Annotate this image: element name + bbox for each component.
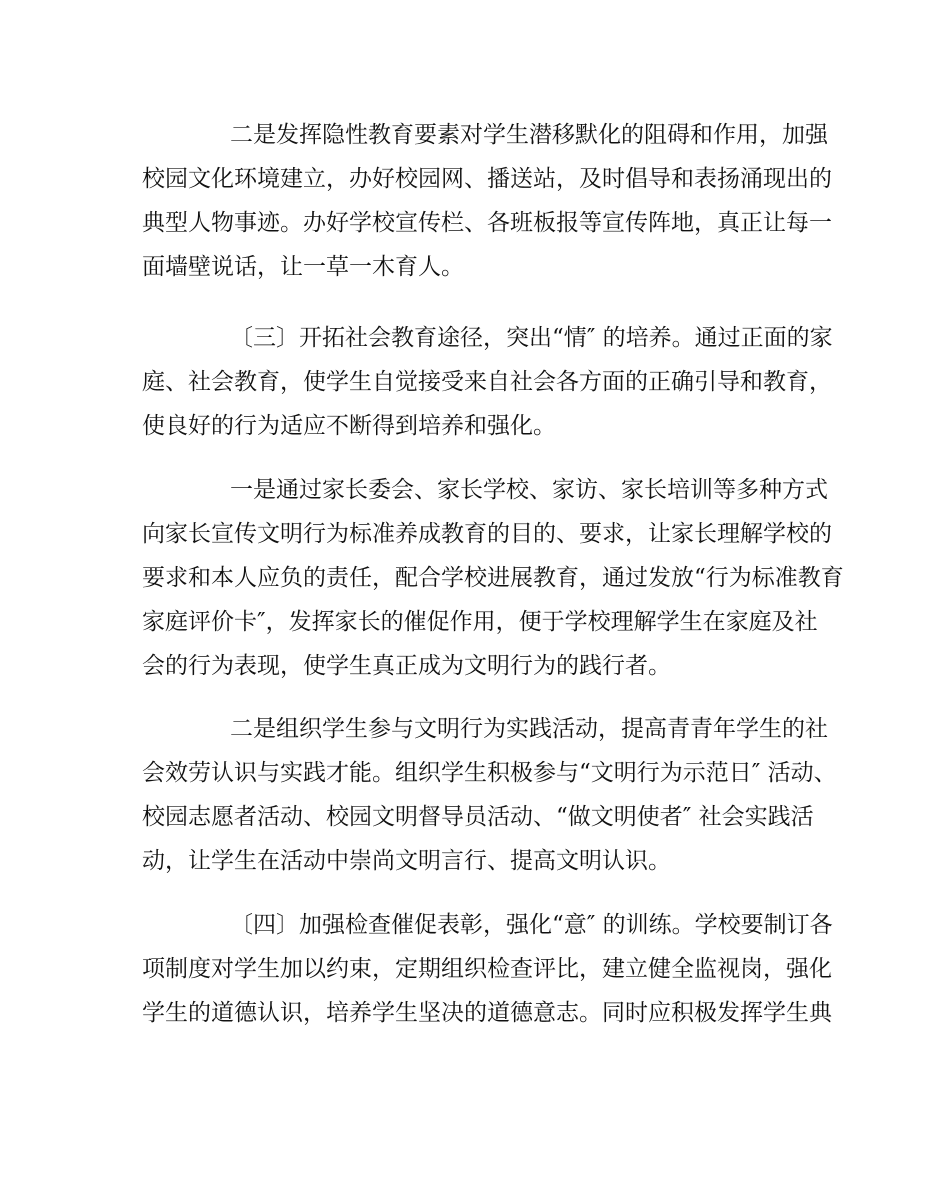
paragraph-2-line-2: 庭、社会教育，使学生自觉接受来自社会各方面的正确引导和教育， [142,369,832,395]
paragraph-4-line-2: 会效劳认识与实践才能。组织学生积极参与“文明行为示范日″ 活动、 [142,760,837,786]
paragraph-1-line-1: 二是发挥隐性教育要素对学生潜移默化的阻碍和作用，加强 [230,122,828,148]
paragraph-3-line-2: 向家长宣传文明行为标准养成教育的目的、要求，让家长理解学校的 [142,521,832,547]
paragraph-5-line-1: 〔四〕加强检查催促表彰，强化“意″ 的训练。学校要制订各 [230,912,833,938]
paragraph-1-line-4: 面墙壁说话，让一草一木育人。 [142,254,464,280]
paragraph-3-line-4: 家庭评价卡″，发挥家长的催促作用，便于学校理解学生在家庭及社 [142,609,818,635]
paragraph-5-line-2: 项制度对学生加以约束，定期组织检查评比，建立健全监视岗，强化 [142,956,832,982]
paragraph-4-line-4: 动，让学生在活动中崇尚文明言行、提高文明认识。 [142,848,671,874]
paragraph-1-line-3: 典型人物事迹。办好学校宣传栏、各班板报等宣传阵地，真正让每一 [142,210,832,236]
paragraph-3-line-5: 会的行为表现，使学生真正成为文明行为的践行者。 [142,653,671,679]
paragraph-1-line-2: 校园文化环境建立，办好校园网、播送站，及时倡导和表扬涌现出的 [142,166,832,192]
paragraph-3-line-3: 要求和本人应负的责任，配合学校进展教育，通过发放“行为标准教育 [142,565,844,591]
paragraph-3-line-1: 一是通过家长委会、家长学校、家访、家长培训等多种方式 [230,477,828,503]
paragraph-2-line-1: 〔三〕开拓社会教育途径，突出“情″ 的培养。通过正面的家 [230,325,833,351]
paragraph-5-line-3: 学生的道德认识，培养学生坚决的道德意志。同时应积极发挥学生典 [142,1000,832,1026]
paragraph-2-line-3: 使良好的行为适应不断得到培养和强化。 [142,413,556,439]
paragraph-4-line-3: 校园志愿者活动、校园文明督导员活动、“做文明使者″ 社会实践活 [142,804,814,830]
paragraph-4-line-1: 二是组织学生参与文明行为实践活动，提高青青年学生的社 [230,716,828,742]
